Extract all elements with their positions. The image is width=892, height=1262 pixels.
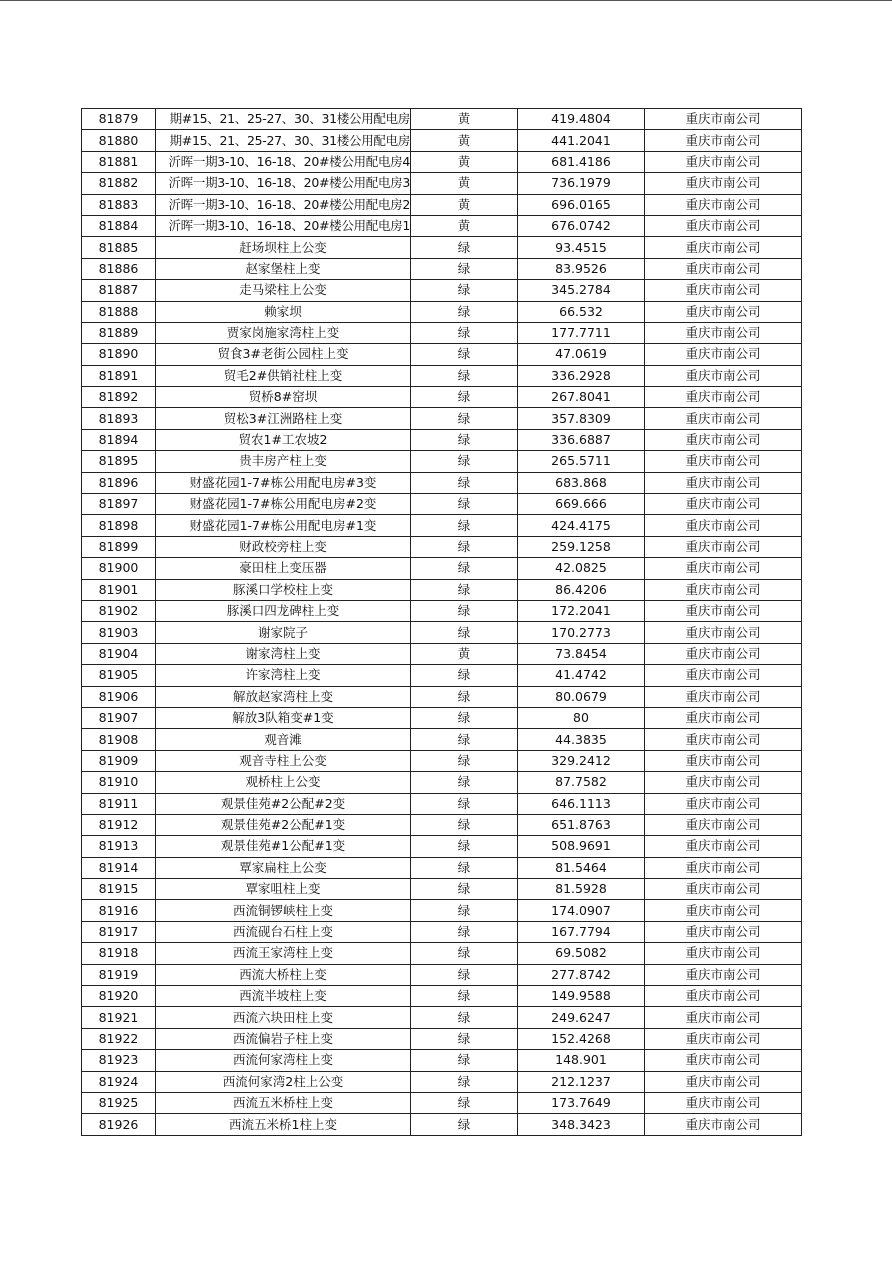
station-name-cell: 豪田柱上变压器 bbox=[156, 558, 411, 579]
status-color-cell: 绿 bbox=[411, 622, 518, 643]
row-id-cell: 81879 bbox=[82, 109, 156, 130]
table-row bbox=[82, 280, 802, 301]
company-cell: 重庆市南公司 bbox=[645, 408, 802, 429]
table-row bbox=[82, 943, 802, 964]
company-cell: 重庆市南公司 bbox=[645, 494, 802, 515]
value-cell: 44.3835 bbox=[518, 729, 645, 750]
company-cell: 重庆市南公司 bbox=[645, 387, 802, 408]
station-name-cell: 贾家岗施家湾柱上变 bbox=[156, 322, 411, 343]
table-row bbox=[82, 194, 802, 215]
station-name-cell: 观音滩 bbox=[156, 729, 411, 750]
value-cell: 683.868 bbox=[518, 472, 645, 493]
company-cell: 重庆市南公司 bbox=[645, 729, 802, 750]
table-row bbox=[82, 173, 802, 194]
station-name-cell: 解放赵家湾柱上变 bbox=[156, 686, 411, 707]
station-name-cell: 覃家扁柱上公变 bbox=[156, 857, 411, 878]
value-cell: 419.4804 bbox=[518, 109, 645, 130]
table-row bbox=[82, 494, 802, 515]
table-row bbox=[82, 964, 802, 985]
status-color-cell: 绿 bbox=[411, 1028, 518, 1049]
table-row bbox=[82, 750, 802, 771]
value-cell: 80.0679 bbox=[518, 686, 645, 707]
status-color-cell: 绿 bbox=[411, 280, 518, 301]
row-id-cell: 81895 bbox=[82, 451, 156, 472]
status-color-cell: 绿 bbox=[411, 686, 518, 707]
value-cell: 212.1237 bbox=[518, 1071, 645, 1092]
table-row bbox=[82, 879, 802, 900]
value-cell: 86.4206 bbox=[518, 579, 645, 600]
company-cell: 重庆市南公司 bbox=[645, 301, 802, 322]
value-cell: 80 bbox=[518, 707, 645, 728]
row-id-cell: 81883 bbox=[82, 194, 156, 215]
station-name-cell: 谢家湾柱上变 bbox=[156, 643, 411, 664]
company-cell: 重庆市南公司 bbox=[645, 215, 802, 236]
status-color-cell: 绿 bbox=[411, 814, 518, 835]
row-id-cell: 81886 bbox=[82, 258, 156, 279]
status-color-cell: 黄 bbox=[411, 194, 518, 215]
status-color-cell: 绿 bbox=[411, 301, 518, 322]
value-cell: 172.2041 bbox=[518, 600, 645, 621]
row-id-cell: 81922 bbox=[82, 1028, 156, 1049]
row-id-cell: 81908 bbox=[82, 729, 156, 750]
row-id-cell: 81891 bbox=[82, 365, 156, 386]
station-name-cell: 财盛花园1-7#栋公用配电房#3变 bbox=[156, 472, 411, 493]
row-id-cell: 81900 bbox=[82, 558, 156, 579]
station-name-cell: 沂晖一期3-10、16-18、20#楼公用配电房4 bbox=[156, 151, 411, 172]
row-id-cell: 81913 bbox=[82, 836, 156, 857]
value-cell: 41.4742 bbox=[518, 665, 645, 686]
status-color-cell: 绿 bbox=[411, 1092, 518, 1113]
page-top-border bbox=[0, 0, 892, 1]
row-id-cell: 81884 bbox=[82, 215, 156, 236]
company-cell: 重庆市南公司 bbox=[645, 686, 802, 707]
status-color-cell: 绿 bbox=[411, 387, 518, 408]
table-row bbox=[82, 515, 802, 536]
row-id-cell: 81897 bbox=[82, 494, 156, 515]
row-id-cell: 81907 bbox=[82, 707, 156, 728]
row-id-cell: 81917 bbox=[82, 921, 156, 942]
table-row bbox=[82, 686, 802, 707]
company-cell: 重庆市南公司 bbox=[645, 1050, 802, 1071]
company-cell: 重庆市南公司 bbox=[645, 1092, 802, 1113]
station-name-cell: 西流砚台石柱上变 bbox=[156, 921, 411, 942]
company-cell: 重庆市南公司 bbox=[645, 280, 802, 301]
station-name-cell: 观景佳苑#2公配#1变 bbox=[156, 814, 411, 835]
station-name-cell: 观景佳苑#2公配#2变 bbox=[156, 793, 411, 814]
company-cell: 重庆市南公司 bbox=[645, 964, 802, 985]
table-row bbox=[82, 986, 802, 1007]
company-cell: 重庆市南公司 bbox=[645, 600, 802, 621]
row-id-cell: 81894 bbox=[82, 429, 156, 450]
status-color-cell: 绿 bbox=[411, 921, 518, 942]
value-cell: 81.5928 bbox=[518, 879, 645, 900]
company-cell: 重庆市南公司 bbox=[645, 900, 802, 921]
company-cell: 重庆市南公司 bbox=[645, 1007, 802, 1028]
table-row bbox=[82, 900, 802, 921]
row-id-cell: 81902 bbox=[82, 600, 156, 621]
station-name-cell: 谢家院子 bbox=[156, 622, 411, 643]
station-name-cell: 观景佳苑#1公配#1变 bbox=[156, 836, 411, 857]
table-row bbox=[82, 772, 802, 793]
table-row bbox=[82, 365, 802, 386]
row-id-cell: 81896 bbox=[82, 472, 156, 493]
row-id-cell: 81899 bbox=[82, 536, 156, 557]
table-row bbox=[82, 451, 802, 472]
station-name-cell: 贸农1#工农坡2 bbox=[156, 429, 411, 450]
status-color-cell: 绿 bbox=[411, 1050, 518, 1071]
status-color-cell: 绿 bbox=[411, 472, 518, 493]
company-cell: 重庆市南公司 bbox=[645, 322, 802, 343]
station-name-cell: 西流五米桥1柱上变 bbox=[156, 1114, 411, 1135]
table-row bbox=[82, 536, 802, 557]
value-cell: 345.2784 bbox=[518, 280, 645, 301]
row-id-cell: 81888 bbox=[82, 301, 156, 322]
station-name-cell: 西流六块田柱上变 bbox=[156, 1007, 411, 1028]
station-name-cell: 财政校旁柱上变 bbox=[156, 536, 411, 557]
status-color-cell: 黄 bbox=[411, 643, 518, 664]
station-name-cell: 赶场坝柱上公变 bbox=[156, 237, 411, 258]
station-name-cell: 走马梁柱上公变 bbox=[156, 280, 411, 301]
station-name-cell: 贵丰房产柱上变 bbox=[156, 451, 411, 472]
table-row bbox=[82, 643, 802, 664]
row-id-cell: 81914 bbox=[82, 857, 156, 878]
value-cell: 357.8309 bbox=[518, 408, 645, 429]
station-name-cell: 豚溪口学校柱上变 bbox=[156, 579, 411, 600]
company-cell: 重庆市南公司 bbox=[645, 151, 802, 172]
company-cell: 重庆市南公司 bbox=[645, 921, 802, 942]
table-row bbox=[82, 729, 802, 750]
station-name-cell: 西流铜锣峡柱上变 bbox=[156, 900, 411, 921]
value-cell: 676.0742 bbox=[518, 215, 645, 236]
value-cell: 173.7649 bbox=[518, 1092, 645, 1113]
status-color-cell: 黄 bbox=[411, 130, 518, 151]
value-cell: 177.7711 bbox=[518, 322, 645, 343]
table-row bbox=[82, 408, 802, 429]
table-row bbox=[82, 622, 802, 643]
station-name-cell: 覃家咀柱上变 bbox=[156, 879, 411, 900]
value-cell: 81.5464 bbox=[518, 857, 645, 878]
station-name-cell: 贸松3#江洲路柱上变 bbox=[156, 408, 411, 429]
row-id-cell: 81901 bbox=[82, 579, 156, 600]
value-cell: 83.9526 bbox=[518, 258, 645, 279]
value-cell: 651.8763 bbox=[518, 814, 645, 835]
station-name-cell: 期#15、21、25-27、30、31楼公用配电房 bbox=[156, 109, 411, 130]
status-color-cell: 绿 bbox=[411, 600, 518, 621]
status-color-cell: 绿 bbox=[411, 1114, 518, 1135]
row-id-cell: 81926 bbox=[82, 1114, 156, 1135]
row-id-cell: 81904 bbox=[82, 643, 156, 664]
table-body bbox=[82, 109, 802, 1136]
status-color-cell: 绿 bbox=[411, 665, 518, 686]
row-id-cell: 81906 bbox=[82, 686, 156, 707]
value-cell: 93.4515 bbox=[518, 237, 645, 258]
value-cell: 646.1113 bbox=[518, 793, 645, 814]
table-row bbox=[82, 109, 802, 130]
status-color-cell: 绿 bbox=[411, 986, 518, 1007]
value-cell: 736.1979 bbox=[518, 173, 645, 194]
row-id-cell: 81915 bbox=[82, 879, 156, 900]
value-cell: 249.6247 bbox=[518, 1007, 645, 1028]
row-id-cell: 81887 bbox=[82, 280, 156, 301]
company-cell: 重庆市南公司 bbox=[645, 258, 802, 279]
row-id-cell: 81921 bbox=[82, 1007, 156, 1028]
row-id-cell: 81911 bbox=[82, 793, 156, 814]
row-id-cell: 81905 bbox=[82, 665, 156, 686]
status-color-cell: 绿 bbox=[411, 408, 518, 429]
station-name-cell: 观音寺柱上公变 bbox=[156, 750, 411, 771]
data-table bbox=[81, 108, 802, 1136]
company-cell: 重庆市南公司 bbox=[645, 943, 802, 964]
table-row bbox=[82, 387, 802, 408]
company-cell: 重庆市南公司 bbox=[645, 237, 802, 258]
status-color-cell: 绿 bbox=[411, 494, 518, 515]
station-name-cell: 西流何家湾柱上变 bbox=[156, 1050, 411, 1071]
company-cell: 重庆市南公司 bbox=[645, 429, 802, 450]
row-id-cell: 81892 bbox=[82, 387, 156, 408]
company-cell: 重庆市南公司 bbox=[645, 750, 802, 771]
station-name-cell: 贸食3#老街公园柱上变 bbox=[156, 344, 411, 365]
status-color-cell: 绿 bbox=[411, 964, 518, 985]
company-cell: 重庆市南公司 bbox=[645, 793, 802, 814]
value-cell: 174.0907 bbox=[518, 900, 645, 921]
station-name-cell: 豚溪口四龙碑柱上变 bbox=[156, 600, 411, 621]
row-id-cell: 81903 bbox=[82, 622, 156, 643]
company-cell: 重庆市南公司 bbox=[645, 451, 802, 472]
value-cell: 267.8041 bbox=[518, 387, 645, 408]
row-id-cell: 81881 bbox=[82, 151, 156, 172]
status-color-cell: 绿 bbox=[411, 237, 518, 258]
table-row bbox=[82, 1028, 802, 1049]
table-row bbox=[82, 429, 802, 450]
status-color-cell: 绿 bbox=[411, 515, 518, 536]
status-color-cell: 绿 bbox=[411, 322, 518, 343]
company-cell: 重庆市南公司 bbox=[645, 986, 802, 1007]
status-color-cell: 绿 bbox=[411, 558, 518, 579]
station-name-cell: 西流何家湾2柱上公变 bbox=[156, 1071, 411, 1092]
row-id-cell: 81898 bbox=[82, 515, 156, 536]
value-cell: 87.7582 bbox=[518, 772, 645, 793]
station-name-cell: 期#15、21、25-27、30、31楼公用配电房 bbox=[156, 130, 411, 151]
table-row bbox=[82, 600, 802, 621]
station-name-cell: 西流王家湾柱上变 bbox=[156, 943, 411, 964]
station-name-cell: 财盛花园1-7#栋公用配电房#2变 bbox=[156, 494, 411, 515]
company-cell: 重庆市南公司 bbox=[645, 665, 802, 686]
status-color-cell: 黄 bbox=[411, 173, 518, 194]
value-cell: 167.7794 bbox=[518, 921, 645, 942]
table-row bbox=[82, 237, 802, 258]
station-name-cell: 西流大桥柱上变 bbox=[156, 964, 411, 985]
status-color-cell: 绿 bbox=[411, 857, 518, 878]
company-cell: 重庆市南公司 bbox=[645, 836, 802, 857]
value-cell: 348.3423 bbox=[518, 1114, 645, 1135]
company-cell: 重庆市南公司 bbox=[645, 344, 802, 365]
station-name-cell: 许家湾柱上变 bbox=[156, 665, 411, 686]
status-color-cell: 绿 bbox=[411, 1007, 518, 1028]
value-cell: 277.8742 bbox=[518, 964, 645, 985]
table-row bbox=[82, 1071, 802, 1092]
table-row bbox=[82, 258, 802, 279]
value-cell: 681.4186 bbox=[518, 151, 645, 172]
table-row bbox=[82, 665, 802, 686]
table-row bbox=[82, 322, 802, 343]
company-cell: 重庆市南公司 bbox=[645, 643, 802, 664]
company-cell: 重庆市南公司 bbox=[645, 472, 802, 493]
company-cell: 重庆市南公司 bbox=[645, 772, 802, 793]
value-cell: 508.9691 bbox=[518, 836, 645, 857]
value-cell: 69.5082 bbox=[518, 943, 645, 964]
row-id-cell: 81910 bbox=[82, 772, 156, 793]
value-cell: 696.0165 bbox=[518, 194, 645, 215]
company-cell: 重庆市南公司 bbox=[645, 536, 802, 557]
status-color-cell: 绿 bbox=[411, 943, 518, 964]
station-name-cell: 西流偏岩子柱上变 bbox=[156, 1028, 411, 1049]
value-cell: 265.5711 bbox=[518, 451, 645, 472]
row-id-cell: 81924 bbox=[82, 1071, 156, 1092]
value-cell: 149.9588 bbox=[518, 986, 645, 1007]
company-cell: 重庆市南公司 bbox=[645, 558, 802, 579]
table-row bbox=[82, 151, 802, 172]
status-color-cell: 绿 bbox=[411, 836, 518, 857]
row-id-cell: 81912 bbox=[82, 814, 156, 835]
table-row bbox=[82, 707, 802, 728]
row-id-cell: 81918 bbox=[82, 943, 156, 964]
table-row bbox=[82, 301, 802, 322]
value-cell: 424.4175 bbox=[518, 515, 645, 536]
company-cell: 重庆市南公司 bbox=[645, 130, 802, 151]
status-color-cell: 绿 bbox=[411, 772, 518, 793]
status-color-cell: 黄 bbox=[411, 215, 518, 236]
status-color-cell: 绿 bbox=[411, 258, 518, 279]
table-row bbox=[82, 814, 802, 835]
table-row bbox=[82, 1114, 802, 1135]
row-id-cell: 81923 bbox=[82, 1050, 156, 1071]
value-cell: 329.2412 bbox=[518, 750, 645, 771]
row-id-cell: 81893 bbox=[82, 408, 156, 429]
value-cell: 73.8454 bbox=[518, 643, 645, 664]
status-color-cell: 黄 bbox=[411, 109, 518, 130]
value-cell: 170.2773 bbox=[518, 622, 645, 643]
status-color-cell: 绿 bbox=[411, 750, 518, 771]
value-cell: 152.4268 bbox=[518, 1028, 645, 1049]
row-id-cell: 81880 bbox=[82, 130, 156, 151]
station-name-cell: 赖家坝 bbox=[156, 301, 411, 322]
value-cell: 669.666 bbox=[518, 494, 645, 515]
value-cell: 441.2041 bbox=[518, 130, 645, 151]
company-cell: 重庆市南公司 bbox=[645, 857, 802, 878]
status-color-cell: 绿 bbox=[411, 879, 518, 900]
table-row bbox=[82, 130, 802, 151]
table-row bbox=[82, 1092, 802, 1113]
table-row bbox=[82, 1050, 802, 1071]
status-color-cell: 绿 bbox=[411, 429, 518, 450]
status-color-cell: 绿 bbox=[411, 344, 518, 365]
status-color-cell: 绿 bbox=[411, 536, 518, 557]
status-color-cell: 绿 bbox=[411, 707, 518, 728]
row-id-cell: 81890 bbox=[82, 344, 156, 365]
row-id-cell: 81885 bbox=[82, 237, 156, 258]
company-cell: 重庆市南公司 bbox=[645, 194, 802, 215]
row-id-cell: 81920 bbox=[82, 986, 156, 1007]
row-id-cell: 81919 bbox=[82, 964, 156, 985]
company-cell: 重庆市南公司 bbox=[645, 365, 802, 386]
company-cell: 重庆市南公司 bbox=[645, 579, 802, 600]
table-row bbox=[82, 215, 802, 236]
company-cell: 重庆市南公司 bbox=[645, 1028, 802, 1049]
company-cell: 重庆市南公司 bbox=[645, 707, 802, 728]
value-cell: 148.901 bbox=[518, 1050, 645, 1071]
station-name-cell: 贸桥8#窑坝 bbox=[156, 387, 411, 408]
value-cell: 47.0619 bbox=[518, 344, 645, 365]
table-row bbox=[82, 558, 802, 579]
status-color-cell: 黄 bbox=[411, 151, 518, 172]
station-name-cell: 赵家堡柱上变 bbox=[156, 258, 411, 279]
station-name-cell: 西流半坡柱上变 bbox=[156, 986, 411, 1007]
status-color-cell: 绿 bbox=[411, 451, 518, 472]
company-cell: 重庆市南公司 bbox=[645, 1114, 802, 1135]
station-name-cell: 财盛花园1-7#栋公用配电房#1变 bbox=[156, 515, 411, 536]
table-row bbox=[82, 793, 802, 814]
company-cell: 重庆市南公司 bbox=[645, 879, 802, 900]
table-row bbox=[82, 1007, 802, 1028]
table-row bbox=[82, 836, 802, 857]
status-color-cell: 绿 bbox=[411, 900, 518, 921]
company-cell: 重庆市南公司 bbox=[645, 814, 802, 835]
status-color-cell: 绿 bbox=[411, 365, 518, 386]
value-cell: 66.532 bbox=[518, 301, 645, 322]
value-cell: 336.2928 bbox=[518, 365, 645, 386]
value-cell: 336.6887 bbox=[518, 429, 645, 450]
value-cell: 42.0825 bbox=[518, 558, 645, 579]
table-row bbox=[82, 344, 802, 365]
station-name-cell: 贸毛2#供销社柱上变 bbox=[156, 365, 411, 386]
company-cell: 重庆市南公司 bbox=[645, 515, 802, 536]
station-name-cell: 解放3队箱变#1变 bbox=[156, 707, 411, 728]
row-id-cell: 81925 bbox=[82, 1092, 156, 1113]
status-color-cell: 绿 bbox=[411, 579, 518, 600]
station-name-cell: 沂晖一期3-10、16-18、20#楼公用配电房1 bbox=[156, 215, 411, 236]
table-row bbox=[82, 579, 802, 600]
company-cell: 重庆市南公司 bbox=[645, 622, 802, 643]
station-name-cell: 观桥柱上公变 bbox=[156, 772, 411, 793]
row-id-cell: 81889 bbox=[82, 322, 156, 343]
table-row bbox=[82, 857, 802, 878]
row-id-cell: 81916 bbox=[82, 900, 156, 921]
value-cell: 259.1258 bbox=[518, 536, 645, 557]
company-cell: 重庆市南公司 bbox=[645, 109, 802, 130]
row-id-cell: 81882 bbox=[82, 173, 156, 194]
table-row bbox=[82, 921, 802, 942]
row-id-cell: 81909 bbox=[82, 750, 156, 771]
status-color-cell: 绿 bbox=[411, 793, 518, 814]
company-cell: 重庆市南公司 bbox=[645, 1071, 802, 1092]
company-cell: 重庆市南公司 bbox=[645, 173, 802, 194]
status-color-cell: 绿 bbox=[411, 729, 518, 750]
station-name-cell: 沂晖一期3-10、16-18、20#楼公用配电房2 bbox=[156, 194, 411, 215]
station-name-cell: 沂晖一期3-10、16-18、20#楼公用配电房3 bbox=[156, 173, 411, 194]
table-row bbox=[82, 472, 802, 493]
status-color-cell: 绿 bbox=[411, 1071, 518, 1092]
station-name-cell: 西流五米桥柱上变 bbox=[156, 1092, 411, 1113]
